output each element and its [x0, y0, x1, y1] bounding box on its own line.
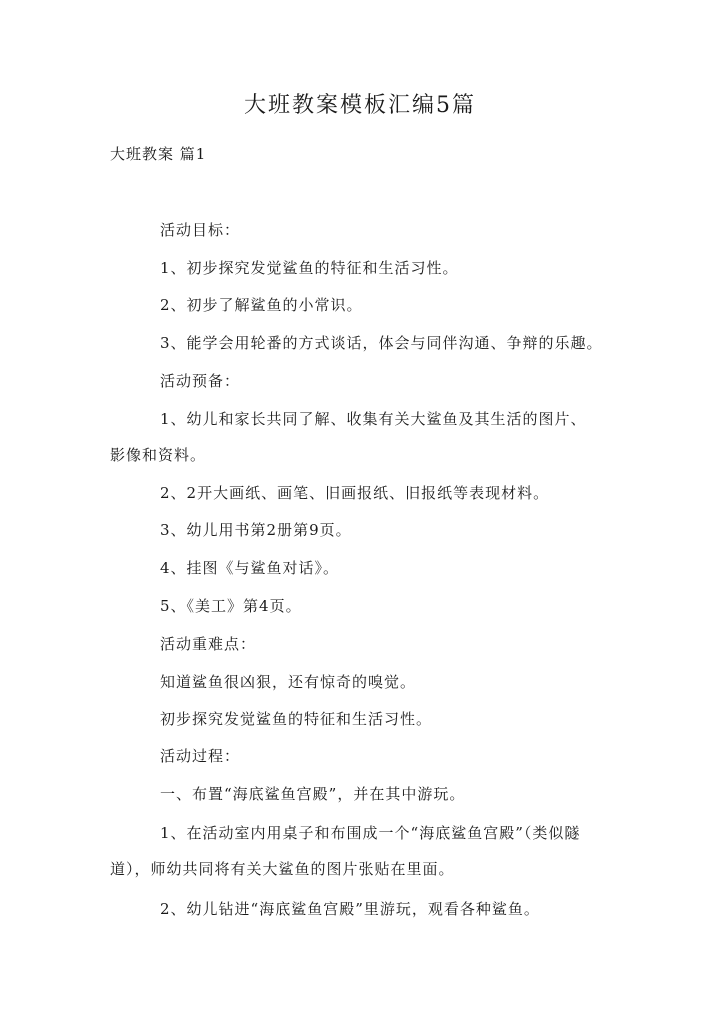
paragraph-line: 2、初步了解鲨鱼的小常识。 — [160, 296, 363, 314]
section-heading: 大班教案 篇1 — [110, 145, 207, 163]
paragraph-line: 初步探究发觉鲨鱼的特征和生活习性。 — [160, 710, 433, 728]
paragraph-line: 道），师幼共同将有关大鲨鱼的图片张贴在里面。 — [110, 860, 455, 878]
paragraph-line: 知道鲨鱼很凶狠，还有惊奇的嗅觉。 — [160, 673, 417, 691]
document-title: 大班教案模板汇编5篇 — [244, 93, 476, 118]
paragraph-line: 2、2开大画纸、画笔、旧画报纸、旧报纸等表现材料。 — [160, 484, 550, 502]
paragraph-line: 影像和资料。 — [110, 446, 207, 464]
paragraph-line: 3、能学会用轮番的方式谈话，体会与同伴沟通、争辩的乐趣。 — [160, 334, 603, 352]
paragraph-line: 活动过程： — [160, 747, 241, 765]
paragraph-line: 1、初步探究发觉鲨鱼的特征和生活习性。 — [160, 259, 459, 277]
paragraph-line: 4、挂图《与鲨鱼对话》。 — [160, 559, 340, 577]
paragraph-line: 活动重难点： — [160, 635, 257, 653]
paragraph-line: 活动预备： — [160, 372, 241, 390]
paragraph-line: 3、幼儿用书第2册第9页。 — [160, 521, 352, 539]
paragraph-line: 5、《美工》第4页。 — [160, 597, 302, 615]
paragraph-line: 2、幼儿钻进“海底鲨鱼宫殿”里游玩，观看各种鲨鱼。 — [160, 900, 540, 918]
paragraph-line: 一、布置“海底鲨鱼宫殿”，并在其中游玩。 — [160, 785, 466, 803]
paragraph-line: 1、在活动室内用桌子和布围成一个“海底鲨鱼宫殿”（类似隧 — [160, 824, 581, 842]
paragraph-line: 1、幼儿和家长共同了解、收集有关大鲨鱼及其生活的图片、 — [160, 410, 587, 428]
paragraph-line: 活动目标： — [160, 221, 241, 239]
